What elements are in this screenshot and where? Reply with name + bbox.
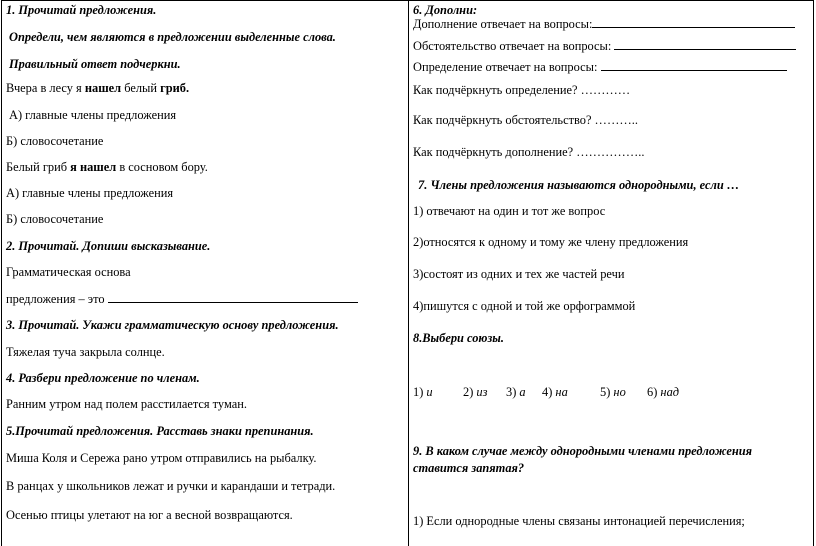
answer-blank[interactable]: [614, 38, 796, 50]
sentence-1: Вчера в лесу я нашел белый гриб.: [6, 81, 190, 95]
question-attribute: Определение отвечает на вопросы:: [413, 59, 787, 75]
task-4-heading: 4. Разбери предложение по членам.: [6, 371, 200, 385]
sentence-3: Тяжелая туча закрыла солнце.: [6, 345, 165, 359]
conjunction-3: 3) а: [506, 385, 526, 399]
conjunction-5: 5) но: [600, 385, 626, 399]
task-7-option-2: 2)относятся к одному и тому же члену предложения: [413, 235, 689, 249]
question-complement: Дополнение отвечает на вопросы:: [413, 16, 795, 32]
table-border-left: [1, 0, 2, 546]
option-b-1: Б) словосочетание: [6, 134, 104, 148]
conjunction-1: 1) и: [413, 385, 433, 399]
sentence-4: Ранним утром над полем расстилается туман.: [6, 397, 247, 411]
task-7-option-4: 4)пишутся с одной и той же орфограммой: [413, 299, 636, 313]
task-9-heading: 9. В каком случае между однородными членами предложения: [413, 444, 753, 458]
answer-blank[interactable]: [108, 291, 358, 303]
task-9-option-1: 1) Если однородные члены связаны интонацией перечисления;: [413, 514, 745, 528]
task-6-heading: 6. Дополни:: [413, 3, 478, 17]
grammar-basis-line-2: предложения – это: [6, 291, 358, 307]
sentence-5b: В ранцах у школьников лежат и ручки и карандаши и тетради.: [6, 479, 336, 493]
conjunction-4: 4) на: [542, 385, 568, 399]
task-3-heading: 3. Прочитай. Укажи грамматическую основу предложения.: [6, 318, 339, 332]
task-1-instruction: Определи, чем являются в предложении выделенные слова.: [9, 30, 336, 44]
task-1-heading: 1. Прочитай предложения.: [6, 3, 157, 17]
question-adverbial: Обстоятельство отвечает на вопросы:: [413, 38, 796, 54]
table-border-top: [1, 0, 814, 1]
task-5-heading: 5.Прочитай предложения. Расставь знаки препинания.: [6, 424, 314, 438]
task-9-heading-2: ставится запятая?: [413, 461, 525, 475]
sentence-2: Белый гриб я нашел в сосновом бору.: [6, 160, 208, 174]
question-underline-attribute: Как подчёркнуть определение? …………: [413, 83, 631, 97]
task-2-heading: 2. Прочитай. Допиши высказывание.: [6, 239, 211, 253]
task-8-heading: 8.Выбери союзы.: [413, 331, 504, 345]
option-a-2: А) главные члены предложения: [6, 186, 174, 200]
conjunction-6: 6) над: [647, 385, 680, 399]
answer-blank[interactable]: [592, 16, 795, 28]
option-b-2: Б) словосочетание: [6, 212, 104, 226]
task-1-instruction-2: Правильный ответ подчеркни.: [9, 57, 181, 71]
sentence-5c: Осенью птицы улетают на юг а весной возвращаются.: [6, 508, 293, 522]
task-7-option-3: 3)состоят из одних и тех же частей речи: [413, 267, 625, 281]
conjunction-2: 2) из: [463, 385, 488, 399]
task-7-option-1: 1) отвечают на один и тот же вопрос: [413, 204, 606, 218]
column-divider: [408, 0, 409, 546]
answer-blank[interactable]: [601, 59, 787, 71]
task-7-heading: 7. Члены предложения называются однородными, если …: [418, 178, 740, 192]
question-underline-adverbial: Как подчёркнуть обстоятельство? ………..: [413, 113, 638, 127]
grammar-basis-line-1: Грамматическая основа: [6, 265, 131, 279]
question-underline-complement: Как подчёркнуть дополнение? ……………..: [413, 145, 645, 159]
option-a-1: А) главные члены предложения: [9, 108, 177, 122]
sentence-5a: Миша Коля и Сережа рано утром отправились на рыбалку.: [6, 451, 317, 465]
table-border-right: [813, 0, 814, 546]
